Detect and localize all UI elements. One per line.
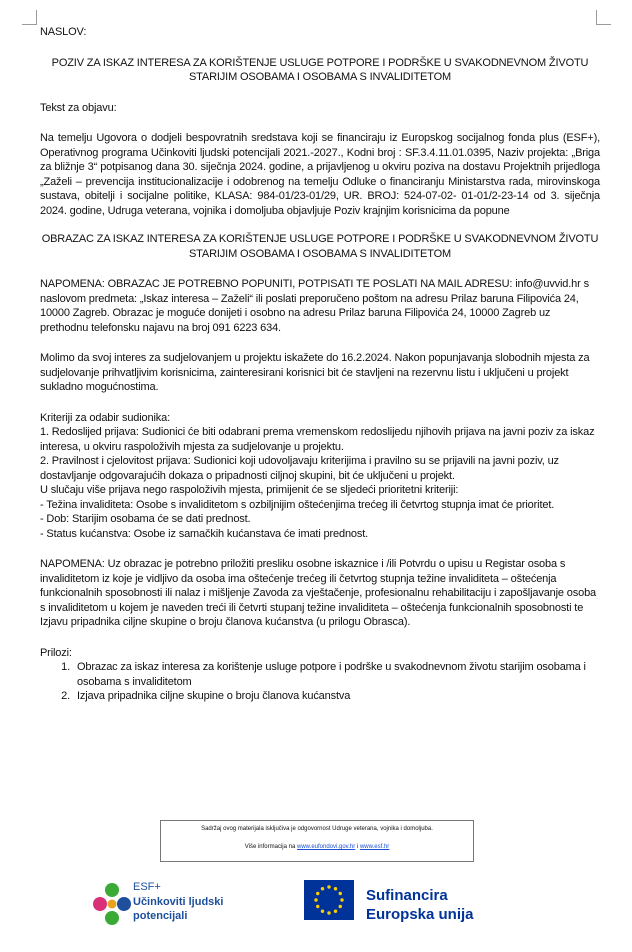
eu-star-icon — [340, 898, 343, 901]
document-body — [40, 25, 600, 704]
eu-star-icon — [327, 911, 330, 914]
eu-star-icon — [339, 892, 342, 895]
kriteriji-label: Kriteriji za odabir sudionika: — [40, 411, 171, 424]
document-title-line1: POZIV ZA ISKAZ INTERESA ZA KORIŠTENJE USLUGE POTPORE I PODRŠKE U SVAKODNEVNOM ŽIVOTU — [51, 56, 589, 69]
kriterij-2: 2. Pravilnost i cjelovitost prijava: Sudionici koji udovoljavaju kriterijima i pravilno su se prijavili na javni poziv, uz dostavljanje odgovarajućih dokaza o pripadnosti ciljnoj skupini, bit će uključeni u projekt. — [40, 455, 559, 482]
prilozi-list — [50, 660, 600, 704]
esf-link[interactable]: www.esf.hr — [359, 844, 390, 850]
esf-line1-text: Učinkoviti ljudski — [133, 896, 224, 908]
logos-svg — [0, 872, 632, 942]
more-info-line — [161, 843, 473, 851]
eu-star-icon — [327, 885, 330, 888]
eu-star-icon — [334, 887, 337, 890]
prioritet-2: - Dob: Starijim osobama će se dati prednost. — [40, 513, 251, 525]
page-corner-mark-right — [596, 10, 611, 25]
list-item-number: 2. — [61, 690, 70, 702]
naslov-label: NASLOV: — [40, 26, 87, 38]
esf-brand-text: ESF+ — [133, 881, 161, 893]
kriterij-1: 1. Redoslijed prijava: Sudionici će biti odabrani prema vremenskom redoslijedu njihovih prijava na javni poziv za iskaz interesa, u okviru raspoloživih mjesta za sudjelovanje u projektu. — [40, 426, 595, 453]
eu-line1-text: Sufinancira — [366, 887, 448, 904]
kriterij-prioritet-intro: U slučaju više prijava nego raspoloživih mjesta, primijenit će se sljedeći prioritetni kriteriji: — [40, 484, 459, 496]
eu-star-icon — [314, 898, 317, 901]
deadline-paragraph: Molimo da svoj interes za sudjelovanjem u projektu iskažete do 16.2.2024. Nakon popunjavanja slobodnih mjesta za sudjelovanje prihvatljivim korisnicima, zainteresirani korisnici bit će stavljeni na rezervnu listu i uključeni u projekt sukladno mogućnostima. — [40, 352, 590, 393]
form-title-line1: OBRAZAC ZA ISKAZ INTERESA ZA KORIŠTENJE USLUGE POTPORE I PODRŠKE U SVAKODNEVNOM ŽIVOTU — [41, 233, 599, 245]
tekst-label: Tekst za objavu: — [40, 101, 117, 114]
eu-flag-icon — [304, 880, 354, 920]
eu-line2-text: Europska unija — [366, 906, 474, 923]
document-title-line2: STARIJIM OSOBAMA I OSOBAMA S INVALIDITETOM — [188, 71, 452, 83]
eu-star-icon — [321, 887, 324, 890]
eu-star-icon — [339, 905, 342, 908]
prilozi-label: Prilozi: — [40, 646, 72, 659]
esf-line2-text: potencijali — [133, 910, 188, 922]
eu-star-icon — [316, 892, 319, 895]
prioritet-1: - Težina invaliditeta: Osobe s invaliditetom s ozbiljnijim oštećenjima trećeg ili četvrtog stupnja imat će prioritet. — [40, 498, 555, 511]
prioritet-3: - Status kućanstva: Osobe iz samačkih kućanstava će imati prednost. — [40, 527, 369, 540]
napomena-submission: NAPOMENA: OBRAZAC JE POTREBNO POPUNITI, POTPISATI TE POSLATI NA MAIL ADRESU: info@uvvid.hr s naslovom predmeta: „Iskaz interesa – Zaželi“ ili poslati preporučeno poštom na adresu Prilaz baruna Filipovića 24, 10000 Zagreb. Obrazac je moguće donijeti i osobno na adresu Prilaz baruna Filipovića 24, 10000 Zagreb uz prethodnu telefonsku najavu na broj 091 6223 634. — [40, 278, 589, 334]
disclaimer-box — [160, 820, 474, 862]
more-info-prefix: Više informacija na — [244, 844, 296, 850]
list-item — [50, 689, 600, 704]
disclaimer-text: Sadržaj ovog materijala isključiva je odgovornost Udruge veterana, vojnika i domoljuba. — [201, 826, 433, 832]
list-item-text: Izjava pripadnika ciljne skupine o broju članova kućanstva — [77, 690, 351, 702]
list-item — [50, 660, 600, 689]
list-item-number: 1. — [61, 661, 70, 673]
eufondovi-link[interactable]: www.eufondovi.gov.hr — [296, 844, 356, 850]
form-title-line2: STARIJIM OSOBAMA I OSOBAMA S INVALIDITETOM — [188, 247, 452, 260]
funding-logos — [0, 872, 632, 942]
page-corner-mark-left — [22, 10, 37, 25]
napomena-attachments: NAPOMENA: Uz obrazac je potrebno priložiti presliku osobne iskaznice i /ili Potvrdu o upisu u Registar osoba s invaliditetom iz koje je vidljivo da osoba ima oštećenje trećeg ili četvrtog stupnja težine invaliditeta – oštećenja funkcionalnih sposobnosti ili nalaz i mišljenje Zavoda za vještačenje, profesionalnu rehabilitaciju i zapošljavanje osoba s invaliditetom u kojem je naveden treći ili četvrti stupanj težine invaliditeta – oštećenja funkcionalnih sposobnosti te Izjavu pripadnika ciljne skupine o broju članova kućanstva (u prilogu Obrasca). — [40, 558, 597, 628]
eu-star-icon — [316, 905, 319, 908]
eu-star-icon — [321, 910, 324, 913]
intro-paragraph: Na temelju Ugovora o dodjeli bespovratnih sredstava koji se financiraju iz Europskog socijalnog fonda plus (ESF+), Operativnog programa Učinkoviti ljudski potencijali 2021.-2027., Kodni broj : SF.3.4.11.01.0395, Naziv projekta: „Briga za bližnje 3“ potpisanog dana 30. siječnja 2024. godine, a prijavljenog u okviru poziva na dostavu Projektnih prijedloga „Zaželi – prevencija institucionalizacije i odobrenog na temelju Odluke o financiranju Ministarstva rada, mirovinskoga sustava, obitelji i socijalne politike, KLASA: 984-01/23-01/29, UR. BROJ: 524-07-02- 01-01/2-23-14 od 3. siječnja 2024. godine, Udruga veterana, vojnika i domoljuba objavljuje Poziv krajnjim korisnicima da popune — [40, 132, 600, 217]
esf-flower-icon — [93, 883, 131, 925]
link-separator: i — [356, 844, 359, 850]
list-item-text: Obrazac za iskaz interesa za korištenje usluge potpore i podrške u svakodnevnom životu starijim osobama i osobama s invaliditetom — [77, 661, 586, 688]
eu-star-icon — [334, 910, 337, 913]
